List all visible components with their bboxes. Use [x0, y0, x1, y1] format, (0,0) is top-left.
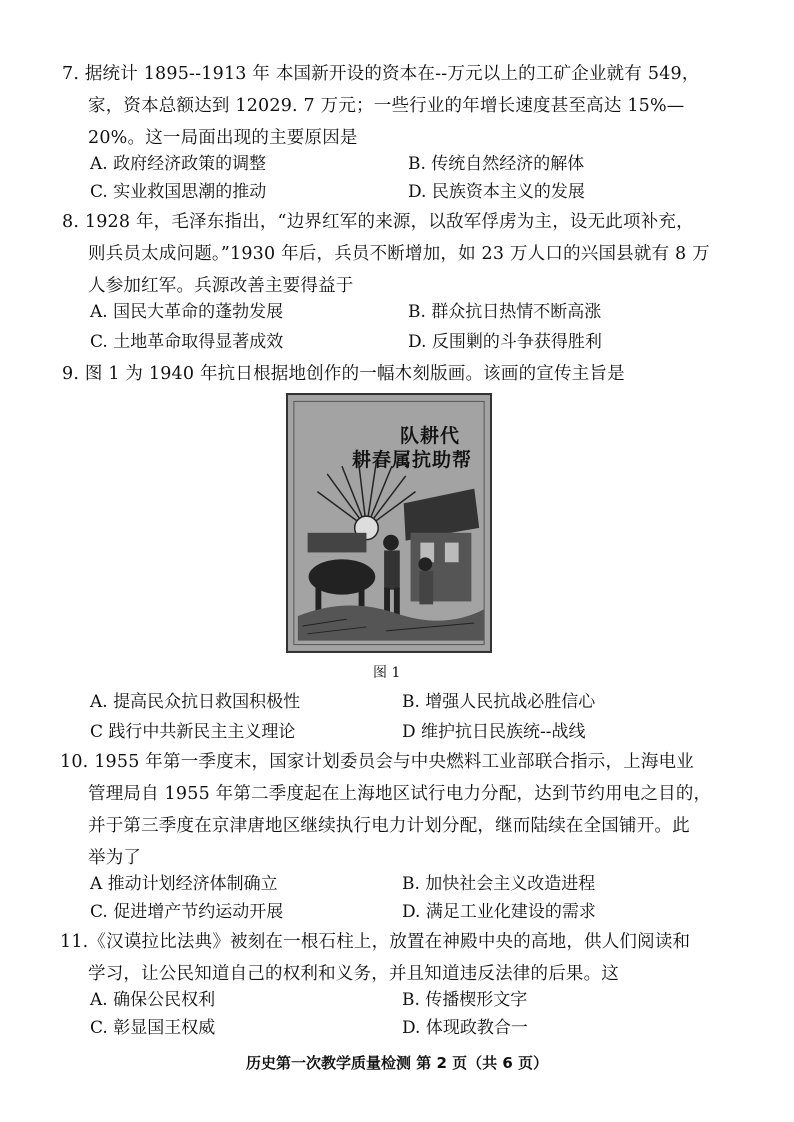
q7-option-b: B. 传统自然经济的解体 — [408, 154, 585, 174]
q10-option-c: C. 促进增产节约运动开展 — [90, 902, 284, 922]
q9-option-b: B. 增强人民抗战必胜信心 — [402, 692, 596, 712]
q8-option-d: D. 反围剿的斗争获得胜利 — [408, 332, 602, 352]
q10-line-4: 举为了 — [88, 848, 142, 868]
q7-line-3: 20%。这一局面出现的主要原因是 — [88, 128, 358, 148]
q8-option-b: B. 群众抗日热情不断高涨 — [408, 302, 602, 322]
q11-option-c: C. 彰显国王权威 — [90, 1018, 216, 1038]
q11-option-a: A. 确保公民权利 — [90, 990, 216, 1010]
q9-option-c: C 践行中共新民主主义理论 — [90, 722, 296, 742]
q10-option-b: B. 加快社会主义改造进程 — [402, 874, 596, 894]
q10-line-3: 并于第三季度在京津唐地区继续执行电力计划分配，继而陆续在全国铺开。此 — [88, 816, 690, 836]
figure-caption: 图 1 — [373, 665, 401, 681]
q7-option-d: D. 民族资本主义的发展 — [408, 182, 585, 202]
woodcut-title-line-1: 队耕代 — [400, 425, 461, 447]
q7-option-c: C. 实业救国思潮的推动 — [90, 182, 267, 202]
q7-line-1: 7. 据统计 1895--1913 年 本国新开设的资本在--万元以上的工矿企业就有 549， — [62, 64, 700, 84]
q11-option-d: D. 体现政教合一 — [402, 1018, 528, 1038]
woodcut-title-line-2: 耕春属抗助帮 — [352, 449, 473, 471]
woodcut-figure — [286, 393, 492, 653]
q8-option-c: C. 土地革命取得显著成效 — [90, 332, 284, 352]
q8-line-2: 则兵员太成问题。”1930 年后，兵员不断增加，如 23 万人口的兴国县就有 8 万 — [88, 244, 710, 264]
q10-line-2: 管理局自 1955 年第二季度起在上海地区试行电力分配，达到节约用电之目的， — [88, 784, 712, 804]
q10-line-1: 10. 1955 年第一季度末，国家计划委员会与中央燃料工业部联合指示，上海电业 — [60, 752, 694, 772]
q10-option-a: A 推动计划经济体制确立 — [90, 874, 278, 894]
q10-option-d: D. 满足工业化建设的需求 — [402, 902, 596, 922]
q9-line-1: 9. 图 1 为 1940 年抗日根据地创作的一幅木刻版画。该画的宣传主旨是 — [62, 364, 625, 384]
q11-line-2: 学习，让公民知道自己的权利和义务，并且知道违反法律的后果。这 — [88, 964, 619, 984]
q8-line-3: 人参加红军。兵源改善主要得益于 — [88, 276, 354, 296]
page-footer: 历史第一次教学质量检测 第 2 页（共 6 页） — [246, 1054, 548, 1072]
q8-option-a: A. 国民大革命的蓬勃发展 — [90, 302, 284, 322]
q9-option-a: A. 提高民众抗日救国积极性 — [90, 692, 301, 712]
q7-line-2: 家，资本总额达到 12029. 7 万元；一些行业的年增长速度甚至高达 15%— — [88, 96, 685, 116]
q9-option-d: D 维护抗日民族统--战线 — [402, 722, 586, 742]
q11-option-b: B. 传播楔形文字 — [402, 990, 528, 1010]
q11-line-1: 11.《汉谟拉比法典》被刻在一根石柱上，放置在神殿中央的高地，供人们阅读和 — [60, 932, 691, 952]
q7-option-a: A. 政府经济政策的调整 — [90, 154, 267, 174]
q8-line-1: 8. 1928 年，毛泽东指出，“边界红军的来源，以敌军俘虏为主，设无此项补充， — [62, 212, 694, 232]
